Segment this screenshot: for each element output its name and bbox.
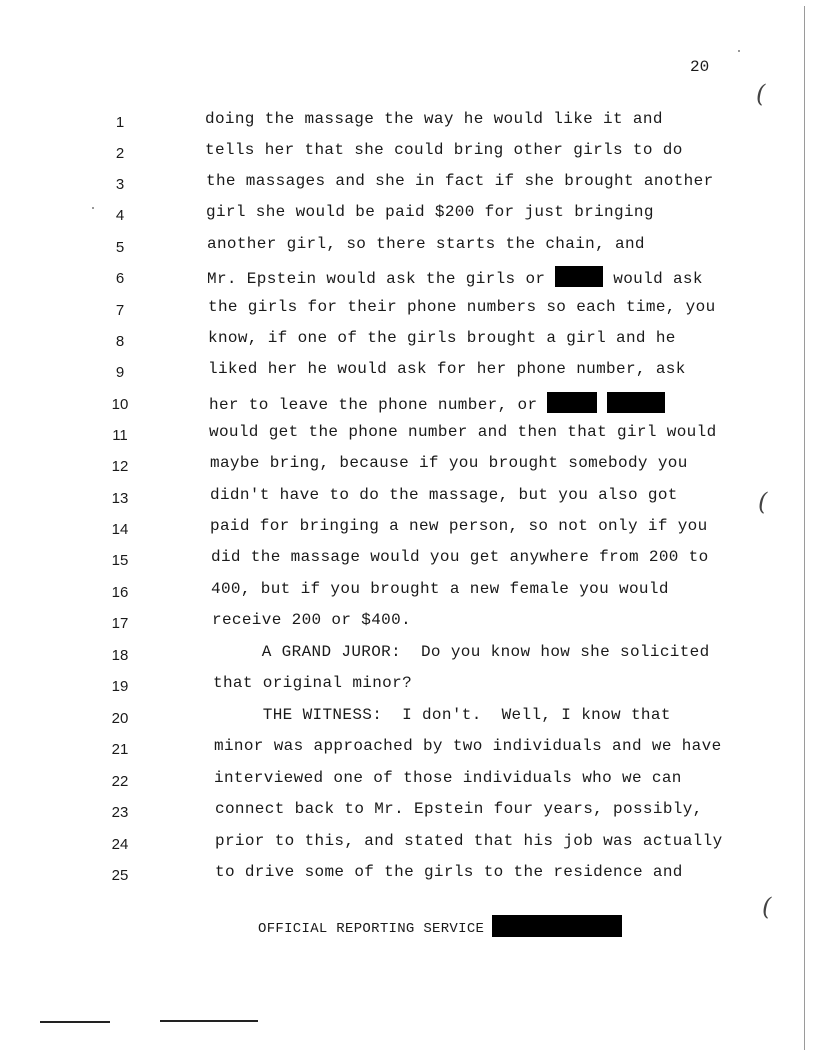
line-text-segment: her to leave the phone number, or	[209, 396, 548, 414]
line-number: 1	[115, 114, 125, 131]
line-number: 4	[115, 207, 125, 224]
transcript-line: didn't have to do the massage, but you also got	[210, 486, 678, 504]
transcript-line: to drive some of the girls to the residence and	[215, 863, 683, 881]
line-number: 20	[111, 710, 129, 727]
line-number: 15	[111, 552, 129, 569]
transcript-line: doing the massage the way he would like it and	[205, 110, 663, 128]
transcript-line: the massages and she in fact if she brought another	[206, 172, 714, 190]
line-number: 14	[111, 521, 129, 538]
bottom-rule	[160, 1020, 258, 1022]
line-number: 3	[115, 176, 125, 193]
margin-mark: (	[762, 893, 772, 921]
line-number: 7	[115, 302, 125, 319]
margin-mark: (	[758, 488, 768, 516]
transcript-line: would get the phone number and then that girl would	[209, 423, 717, 441]
line-number: 12	[111, 458, 129, 475]
transcript-line: maybe bring, because if you brought somebody you	[210, 454, 688, 472]
transcript-line: did the massage would you get anywhere from 200 to	[211, 548, 709, 566]
redaction-block	[607, 392, 665, 413]
transcript-line: know, if one of the girls brought a girl and he	[208, 329, 676, 347]
transcript-line: liked her he would ask for her phone number, ask	[208, 360, 686, 378]
line-number: 21	[111, 741, 129, 758]
line-number: 16	[111, 584, 129, 601]
transcript-line: prior to this, and stated that his job was actually	[215, 832, 723, 850]
line-number: 6	[115, 270, 125, 287]
redaction-block	[555, 266, 603, 287]
line-number: 9	[115, 364, 125, 381]
transcript-line: paid for bringing a new person, so not only if you	[210, 517, 708, 535]
line-number: 23	[111, 804, 129, 821]
transcript-line: THE WITNESS: I don't. Well, I know that	[213, 706, 671, 724]
line-number: 11	[112, 427, 128, 444]
transcript-line: the girls for their phone numbers so each time, you	[208, 298, 716, 316]
page-footer	[258, 915, 622, 937]
transcript-line: minor was approached by two individuals and we have	[214, 737, 722, 755]
transcript-line	[209, 392, 665, 414]
transcript-line	[207, 266, 703, 288]
transcript-line: interviewed one of those individuals who we can	[214, 769, 682, 787]
line-number: 22	[111, 773, 129, 790]
line-number: 8	[115, 333, 125, 350]
bottom-rule	[40, 1021, 110, 1023]
transcript-line: another girl, so there starts the chain, and	[207, 235, 645, 253]
transcript-line: receive 200 or $400.	[212, 611, 412, 629]
line-number: 24	[111, 836, 129, 853]
transcript-line: connect back to Mr. Epstein four years, possibly,	[215, 800, 703, 818]
transcript-line: tells her that she could bring other girls to do	[205, 141, 683, 159]
transcript-line: A GRAND JUROR: Do you know how she solicited	[212, 643, 710, 661]
redaction-block	[492, 915, 622, 937]
redaction-block	[547, 392, 597, 413]
line-number: 19	[111, 678, 129, 695]
line-number: 13	[111, 490, 129, 507]
transcript-line: 400, but if you brought a new female you would	[211, 580, 669, 598]
line-number: 17	[111, 615, 129, 632]
scan-speck	[738, 50, 740, 52]
page-number: 20	[690, 58, 710, 76]
transcript-line: girl she would be paid $200 for just bringing	[206, 203, 654, 221]
scan-speck	[92, 207, 94, 209]
line-number: 10	[111, 396, 129, 413]
line-number: 18	[111, 647, 129, 664]
page-edge-rule	[804, 6, 805, 1050]
line-text-segment: Mr. Epstein would ask the girls or	[207, 270, 556, 288]
line-number: 2	[115, 145, 125, 162]
reporting-service-label: OFFICIAL REPORTING SERVICE	[258, 921, 485, 937]
line-number: 25	[111, 867, 129, 884]
line-number: 5	[115, 239, 125, 256]
margin-mark: (	[756, 80, 766, 108]
transcript-line: that original minor?	[213, 674, 413, 692]
line-text-segment: would ask	[603, 270, 703, 288]
